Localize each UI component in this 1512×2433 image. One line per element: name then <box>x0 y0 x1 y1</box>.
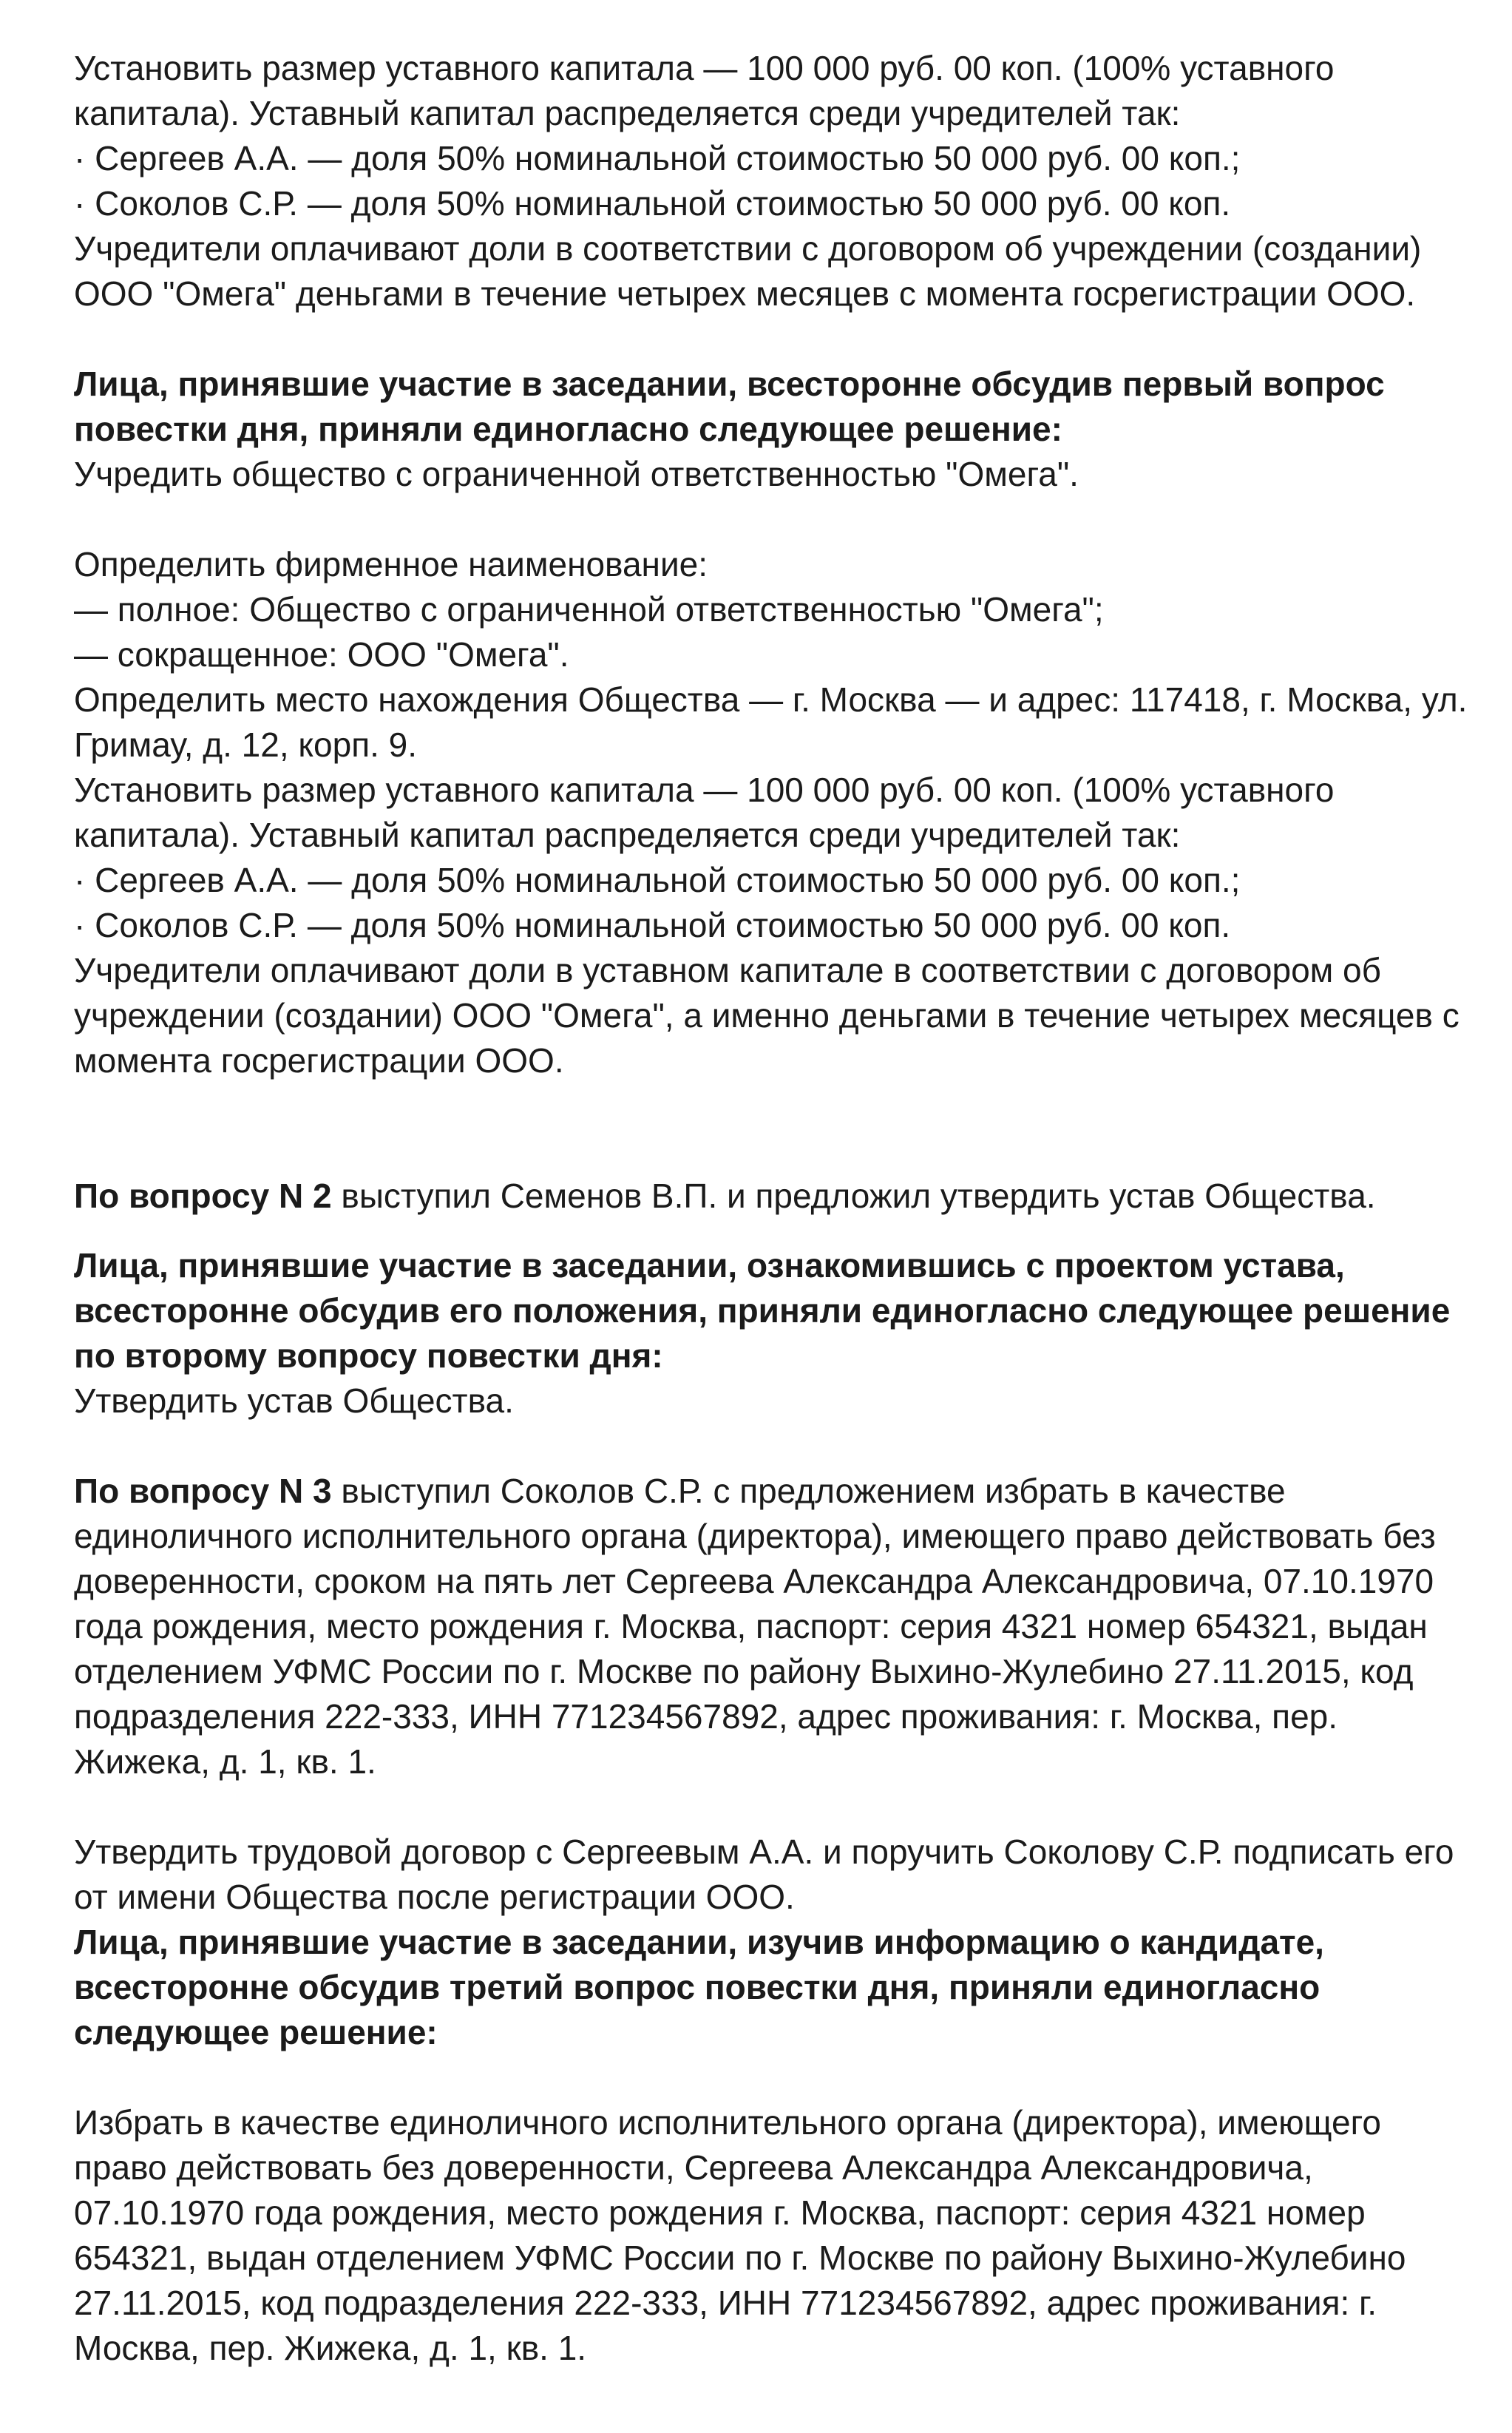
question-label: По вопросу N 2 <box>74 1177 332 1215</box>
text-line: · Соколов С.Р. — доля 50% номинальной стоимостью 50 000 руб. 00 коп. <box>74 906 1231 944</box>
text-line: отделением УФМС России по г. Москве по району Выхино-Жулебино 27.11.2015, код <box>74 1652 1414 1691</box>
text-line: ООО "Омега" деньгами в течение четырех месяцев с момента госрегистрации ООО. <box>74 274 1416 313</box>
text-line: от имени Общества после регистрации ООО. <box>74 1878 795 1916</box>
text-line: · Сергеев А.А. — доля 50% номинальной стоимостью 50 000 руб. 00 коп.; <box>74 861 1241 899</box>
text-line: Утвердить устав Общества. <box>74 1381 514 1420</box>
first-decision-block <box>74 362 1479 497</box>
decision-heading-line: повестки дня, приняли единогласно следующее решение: <box>74 410 1062 448</box>
second-decision-block <box>74 1243 1479 1424</box>
question-text: выступил Семенов В.П. и предложил утвердить устав Общества. <box>331 1177 1376 1215</box>
question-text: выступил Соколов С.Р. с предложением избрать в качестве <box>331 1472 1286 1510</box>
text-line: · Сергеев А.А. — доля 50% номинальной стоимостью 50 000 руб. 00 коп.; <box>74 139 1241 177</box>
company-details-paragraph <box>74 542 1479 1083</box>
text-line: Жижека, д. 1, кв. 1. <box>74 1742 376 1781</box>
text-line: Определить фирменное наименование: <box>74 545 708 583</box>
text-line: 07.10.1970 года рождения, место рождения г. Москва, паспорт: серия 4321 номер <box>74 2193 1366 2232</box>
employment-contract-block <box>74 1830 1479 2055</box>
text-line: Москва, пер. Жижека, д. 1, кв. 1. <box>74 2329 587 2367</box>
text-line <box>74 1174 1479 1219</box>
text-line: — полное: Общество с ограниченной ответственностью "Омега"; <box>74 590 1104 629</box>
decision-heading-line: по второму вопросу повестки дня: <box>74 1336 663 1375</box>
question-label: По вопросу N 3 <box>74 1472 332 1510</box>
text-line: года рождения, место рождения г. Москва, паспорт: серия 4321 номер 654321, выдан <box>74 1607 1428 1645</box>
decision-heading-line: следующее решение: <box>74 2013 438 2051</box>
text-line: капитала). Уставный капитал распределяется среди учредителей так: <box>74 816 1181 854</box>
text-line: — сокращенное: ООО "Омега". <box>74 635 569 674</box>
text-line: 654321, выдан отделением УФМС России по г. Москве по району Выхино-Жулебино <box>74 2239 1406 2277</box>
text-line: Определить место нахождения Общества — г. Москва — и адрес: 117418, г. Москва, ул. <box>74 680 1468 719</box>
decision-heading-line: Лица, принявшие участие в заседании, ознакомившись с проектом устава, <box>74 1246 1345 1285</box>
text-line: Гримау, д. 12, корп. 9. <box>74 725 418 764</box>
decision-heading-line: всесторонне обсудив его положения, приняли единогласно следующее решение <box>74 1291 1451 1330</box>
text-line: право действовать без доверенности, Сергеева Александра Александровича, <box>74 2148 1313 2187</box>
director-appointment-paragraph <box>74 2100 1479 2371</box>
question-3-paragraph <box>74 1469 1479 1784</box>
text-line: Установить размер уставного капитала — 100 000 руб. 00 коп. (100% уставного <box>74 771 1335 809</box>
text-line: Утвердить трудовой договор с Сергеевым А.А. и поручить Соколову С.Р. подписать его <box>74 1833 1454 1871</box>
text-line: доверенности, сроком на пять лет Сергеева Александра Александровича, 07.10.1970 <box>74 1562 1434 1600</box>
text-line: Учредить общество с ограниченной ответственностью "Омега". <box>74 455 1079 493</box>
text-line: Учредители оплачивают доли в соответствии с договором об учреждении (создании) <box>74 229 1422 268</box>
text-line: Учредители оплачивают доли в уставном капитале в соответствии с договором об <box>74 951 1381 989</box>
text-line: 27.11.2015, код подразделения 222-333, ИНН 771234567892, адрес проживания: г. <box>74 2284 1377 2322</box>
text-line: · Соколов С.Р. — доля 50% номинальной стоимостью 50 000 руб. 00 коп. <box>74 184 1231 223</box>
text-line: Установить размер уставного капитала — 100 000 руб. 00 коп. (100% уставного <box>74 49 1335 87</box>
text-line: момента госрегистрации ООО. <box>74 1041 564 1080</box>
text-line: Избрать в качестве единоличного исполнительного органа (директора), имеющего <box>74 2103 1381 2142</box>
question-2-paragraph <box>74 1174 1479 1219</box>
document-body <box>74 46 1479 2371</box>
text-line <box>74 1469 1479 1514</box>
decision-heading-line: Лица, принявшие участие в заседании, изучив информацию о кандидате, <box>74 1923 1324 1961</box>
text-line: капитала). Уставный капитал распределяется среди учредителей так: <box>74 94 1181 132</box>
share-capital-paragraph <box>74 46 1479 317</box>
text-line: единоличного исполнительного органа (директора), имеющего право действовать без <box>74 1517 1436 1555</box>
text-line: учреждении (создании) ООО "Омега", а именно деньгами в течение четырех месяцев с <box>74 996 1460 1035</box>
decision-heading-line: всесторонне обсудив третий вопрос повестки дня, приняли единогласно <box>74 1968 1321 2006</box>
decision-heading-line: Лица, принявшие участие в заседании, всесторонне обсудив первый вопрос <box>74 365 1385 403</box>
text-line: подразделения 222-333, ИНН 771234567892, адрес проживания: г. Москва, пер. <box>74 1697 1338 1736</box>
